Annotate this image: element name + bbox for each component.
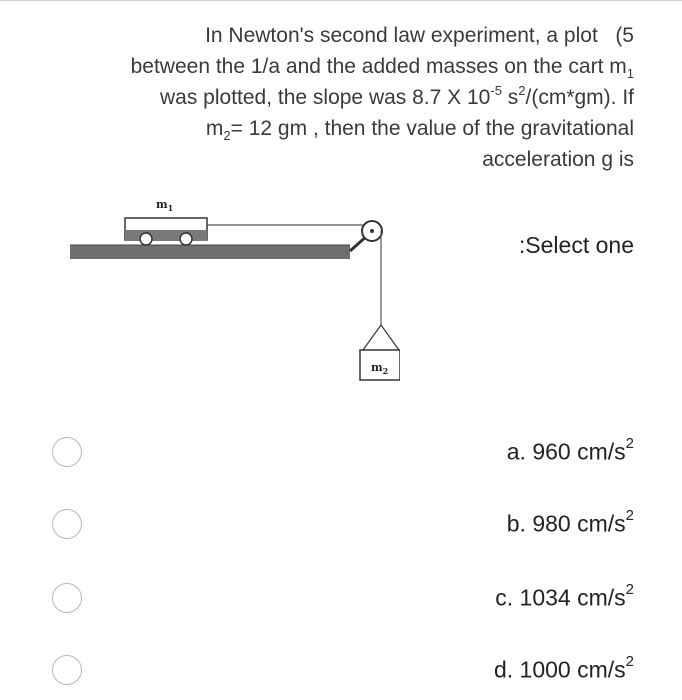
- points-mark: (5: [615, 24, 634, 47]
- question-line-5: acceleration g is: [482, 148, 634, 171]
- question-line-1: In Newton's second law experiment, a plot (5: [205, 24, 634, 47]
- option-a-label[interactable]: a. 960 $cm/s^2$: [506, 435, 634, 465]
- question-line-2: between the 1/a and the added masses on the cart $m_1$: [130, 55, 634, 82]
- mass-hanger: [363, 325, 399, 350]
- radio-button-a[interactable]: [52, 437, 82, 467]
- select-one-label: :Select one: [518, 232, 634, 258]
- cart-base: [125, 230, 207, 241]
- option-d[interactable]: [0, 646, 682, 696]
- radio-button-d[interactable]: [52, 655, 82, 685]
- option-c[interactable]: [0, 574, 682, 624]
- question-line-4: $m_2= 12$ gm , then the value of the gravitational: [205, 117, 634, 144]
- atwood-diagram: [60, 185, 400, 395]
- radio-button-b[interactable]: [52, 509, 82, 539]
- option-a[interactable]: [0, 428, 682, 478]
- question-text: [34, 20, 634, 175]
- table-surface: [70, 245, 350, 259]
- radio-button-c[interactable]: [52, 583, 82, 613]
- option-b[interactable]: [0, 500, 682, 550]
- option-c-label[interactable]: c. 1034 $cm/s^2$: [495, 581, 634, 611]
- cart-label: $m_1$: [156, 198, 174, 213]
- option-d-label[interactable]: d. 1000 $cm/s^2$: [493, 653, 634, 683]
- top-divider: [0, 0, 682, 1]
- cart-wheel-right: [180, 233, 192, 245]
- hanging-mass-label: $m_2$: [371, 361, 389, 376]
- cart-wheel-left: [140, 233, 152, 245]
- option-b-label[interactable]: b. 980 $cm/s^2$: [506, 507, 634, 537]
- question-line-3: was plotted, the slope was 8.7 X $10^{-5}$ $s^2/(cm*gm)$. If: [159, 83, 634, 109]
